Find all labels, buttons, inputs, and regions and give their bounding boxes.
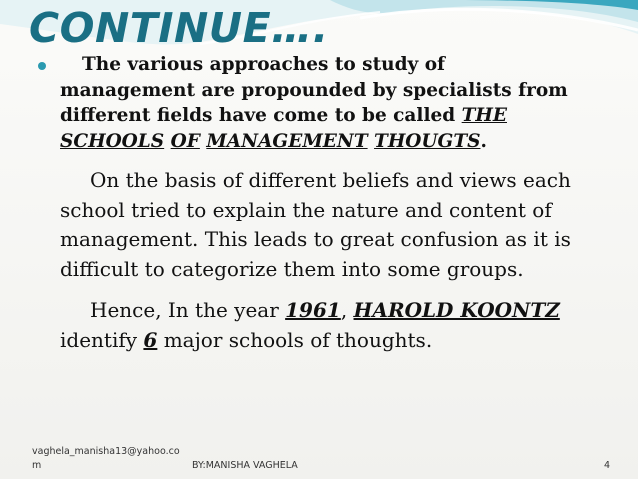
bullet-icon [38, 62, 46, 70]
p2-line-3: management. This leads to great confusion as it is [60, 227, 571, 251]
footer-author: BY:MANISHA VAGHELA [192, 460, 298, 471]
slide-title: CONTINUE…. [29, 4, 329, 52]
page-number: 4 [603, 460, 610, 471]
p1-highlight-the: THE [461, 105, 507, 126]
p1-line-1: The various approaches to study of [82, 54, 446, 75]
p1-line-4 [60, 129, 620, 155]
p3-count: 6 [143, 327, 158, 352]
p1-highlight-management: MANAGEMENT [206, 130, 368, 152]
p3-line2-prefix: identify [60, 327, 144, 352]
p1-period: . [480, 130, 487, 152]
paragraph-1 [60, 52, 620, 154]
p1-highlight-schools: SCHOOLS [60, 130, 165, 152]
p3-prefix: Hence, In the year [90, 298, 286, 322]
p1-highlight-thougts: THOUGTS [374, 130, 481, 152]
footer-email: vaghela_manisha13@yahoo.com [32, 446, 180, 471]
p2-line-1: On the basis of different beliefs and views each [90, 168, 571, 192]
p1-line-3: different fields have come to be called [60, 105, 462, 126]
paragraph-2 [60, 166, 620, 284]
p3-line2-suffix: major schools of thoughts. [157, 327, 433, 352]
p2-line-2: school tried to explain the nature and content of [60, 197, 552, 222]
p3-comma: , [340, 298, 354, 322]
p2-line-4: difficult to categorize them into some groups. [60, 256, 524, 281]
p1-highlight-of: OF [170, 130, 200, 152]
slide-body [60, 52, 620, 355]
p3-year: 1961 [285, 298, 341, 322]
p3-name: HAROLD KOONTZ [353, 298, 560, 322]
p1-line-2: management are propounded by specialists from [60, 79, 568, 101]
paragraph-3 [60, 296, 620, 355]
